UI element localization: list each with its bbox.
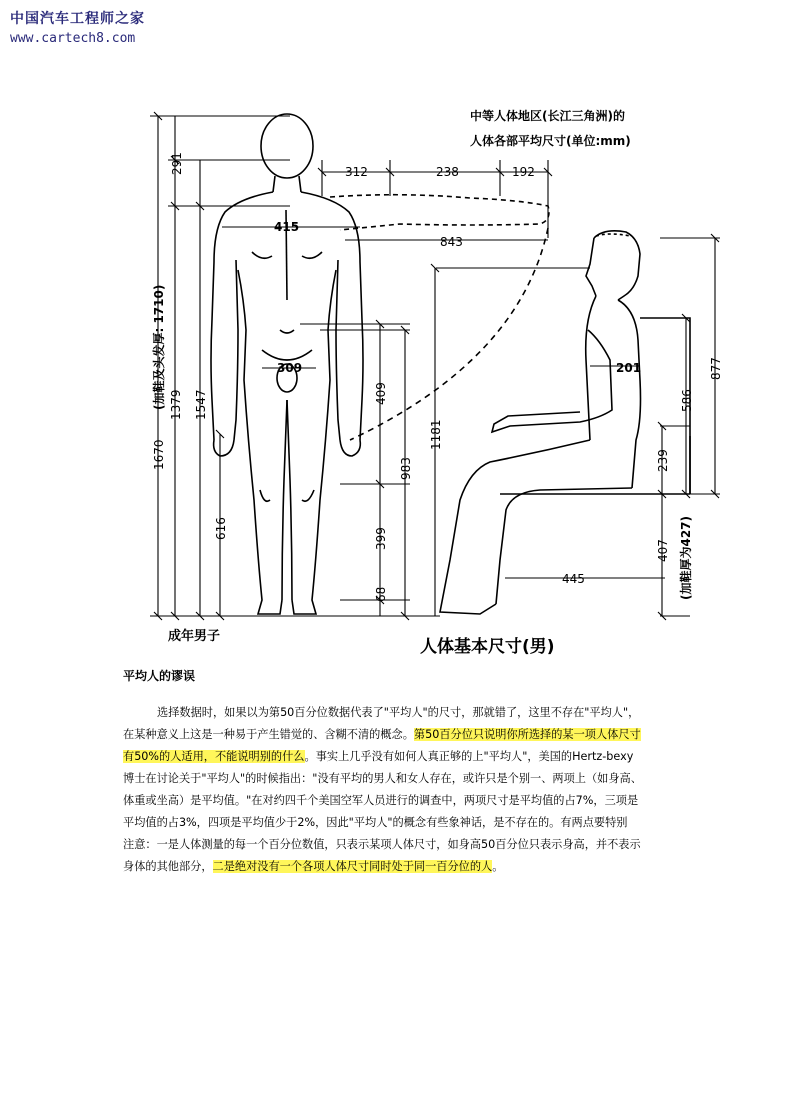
seated-man-drawing	[440, 231, 690, 614]
paragraph-line: 身体的其他部分，二是绝对没有一个各项人体尺寸同时处于同一百分位的人。	[123, 860, 504, 873]
figure-heading-1: 中等人体地区(长江三角洲)的	[470, 109, 625, 123]
dim-407: 407	[656, 539, 670, 562]
dim-1181: 1181	[429, 419, 443, 450]
dim-1547: 1547	[194, 389, 208, 420]
dim-445: 445	[562, 572, 585, 586]
dim-1710: (加鞋及头发厚: 1710)	[152, 284, 166, 410]
dim-309: 309	[277, 361, 303, 375]
dim-1670: 1670	[152, 439, 166, 470]
figure-caption: 人体基本尺寸(男)	[420, 637, 555, 657]
dim-409: 409	[374, 382, 388, 405]
dim-399: 399	[374, 527, 388, 550]
dim-68: 68	[374, 586, 388, 602]
dim-291: 291	[170, 152, 184, 175]
dim-427: (加鞋厚为427)	[679, 515, 693, 600]
reaching-arm-dashed	[330, 195, 549, 230]
paragraph-line: 平均值的占3%，四项是平均值少于2%，因此"平均人"的概念有些象神话，是不存在的。有两点要特别	[123, 816, 628, 829]
dim-312: 312	[345, 165, 368, 179]
article-paragraph	[123, 702, 693, 878]
paragraph-line: 注意：一是人体测量的每一个百分位数值，只表示某项人体尺寸，如身高50百分位只表示身高，并不表示	[123, 838, 641, 851]
figure-heading-2: 人体各部平均尺寸(单位:mm)	[470, 134, 631, 148]
highlighted-text: 有50%的人适用，不能说明别的什么	[123, 750, 305, 763]
paragraph-line: 选择数据时，如果以为第50百分位数据代表了"平均人"的尺寸，那就错了，这里不存在"平均人"，	[157, 706, 640, 719]
site-title: 中国汽车工程师之家	[10, 11, 145, 27]
highlighted-text: 二是绝对没有一个各项人体尺寸同时处于同一百分位的人	[212, 860, 493, 873]
dim-877: 877	[709, 357, 723, 380]
dim-239: 239	[656, 449, 670, 472]
dim-201: 201	[616, 361, 642, 375]
dim-1379: 1379	[169, 389, 183, 420]
dim-238: 238	[436, 165, 459, 179]
dim-983: 983	[399, 457, 413, 480]
dim-616: 616	[214, 517, 228, 540]
paragraph-line: 有50%的人适用，不能说明别的什么。事实上几乎没有如何人真正够的上"平均人"，美国的Hertz-bexy	[123, 750, 634, 763]
dim-415: 415	[274, 220, 300, 234]
paragraph-line: 体重或坐高）是平均值。"在对约四千个美国空军人员进行的调查中，两项尺寸是平均值的占7%，三项是	[123, 794, 639, 807]
dim-192: 192	[512, 165, 535, 179]
paragraph-line: 在某种意义上这是一种易于产生错觉的、含糊不清的概念。第50百分位只说明你所选择的某一项人体尺寸	[123, 728, 641, 741]
dim-586: 586	[680, 389, 694, 412]
site-url[interactable]: www.cartech8.com	[10, 31, 136, 46]
section-title: 平均人的谬误	[123, 669, 196, 683]
highlighted-text: 第50百分位只说明你所选择的某一项人体尺寸	[413, 728, 641, 741]
paragraph-line: 博士在讨论关于"平均人"的时候指出："没有平均的男人和女人存在，或许只是个别一、两项上（如身高、	[123, 772, 642, 785]
caption-adult-male: 成年男子	[168, 629, 221, 644]
dim-843: 843	[440, 235, 463, 249]
